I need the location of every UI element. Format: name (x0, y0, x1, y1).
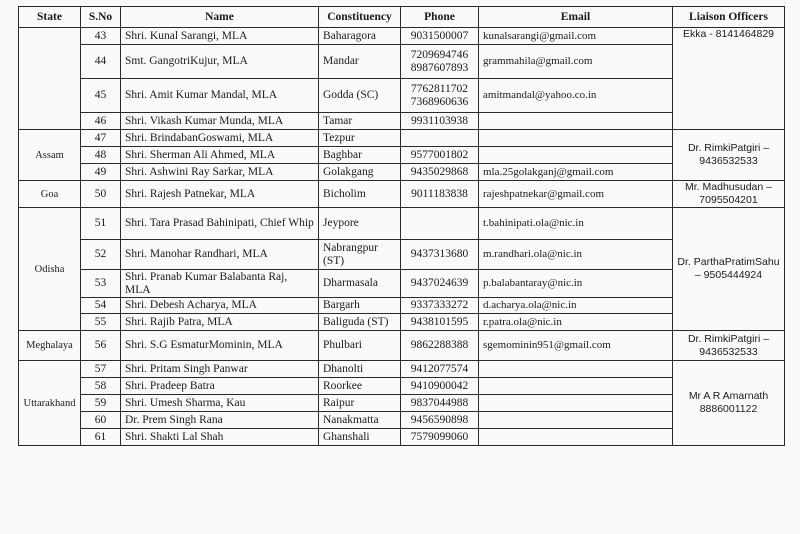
phone-number: 7209694746 (410, 48, 469, 61)
phone-cell (401, 412, 479, 429)
sno-cell: 56 (81, 331, 121, 361)
phone-cell (401, 147, 479, 164)
email-cell: kunalsarangi@gmail.com (479, 28, 673, 45)
name-cell: Shri. Umesh Sharma, Kau (121, 395, 319, 412)
email-cell (479, 361, 673, 378)
phone-number: 9837044988 (410, 396, 469, 409)
email-cell (479, 395, 673, 412)
table-row (19, 147, 785, 164)
table-row (19, 395, 785, 412)
table-row (19, 164, 785, 181)
table-row (19, 181, 785, 208)
phone-number: 9412077574 (410, 362, 469, 375)
name-cell: Shri. Rajib Patra, MLA (121, 314, 319, 331)
table-row (19, 28, 785, 45)
email-cell (479, 378, 673, 395)
phone-number: 7579099060 (410, 430, 469, 443)
phone-cell (401, 113, 479, 130)
phone-number: 9410900042 (410, 379, 469, 392)
name-cell: Shri. Amit Kumar Mandal, MLA (121, 79, 319, 113)
table-row (19, 130, 785, 147)
phone-cell (401, 208, 479, 240)
phone-cell (401, 130, 479, 147)
table-row (19, 240, 785, 270)
state-cell: Uttarakhand (19, 361, 81, 446)
phone-cell (401, 429, 479, 446)
header-liaison: Liaison Officers (673, 7, 785, 28)
email-cell: r.patra.ola@nic.in (479, 314, 673, 331)
table-row (19, 314, 785, 331)
liaison-cell: Mr A R Amarnath 8886001122 (673, 361, 785, 446)
state-cell: Goa (19, 181, 81, 208)
constituency-cell: Baghbar (319, 147, 401, 164)
name-cell: Shri. BrindabanGoswami, MLA (121, 130, 319, 147)
email-cell (479, 130, 673, 147)
phone-cell (401, 79, 479, 113)
sno-cell: 46 (81, 113, 121, 130)
table-row (19, 412, 785, 429)
table-row (19, 270, 785, 298)
phone-cell (401, 270, 479, 298)
phone-cell (401, 181, 479, 208)
constituency-cell: Raipur (319, 395, 401, 412)
state-cell: Meghalaya (19, 331, 81, 361)
constituency-cell: Phulbari (319, 331, 401, 361)
table-row (19, 113, 785, 130)
sno-cell: 51 (81, 208, 121, 240)
phone-cell (401, 395, 479, 412)
phone-number: 9931103938 (410, 114, 469, 127)
header-phone: Phone (401, 7, 479, 28)
constituency-cell: Ghanshali (319, 429, 401, 446)
email-cell: d.acharya.ola@nic.in (479, 298, 673, 314)
sno-cell: 44 (81, 45, 121, 79)
constituency-cell: Dhanolti (319, 361, 401, 378)
header-row (19, 7, 785, 28)
email-cell: t.bahinipati.ola@nic.in (479, 208, 673, 240)
email-cell (479, 412, 673, 429)
sno-cell: 55 (81, 314, 121, 331)
phone-cell (401, 378, 479, 395)
name-cell: Shri. Vikash Kumar Munda, MLA (121, 113, 319, 130)
table-row (19, 208, 785, 240)
header-name: Name (121, 7, 319, 28)
constituency-cell: Roorkee (319, 378, 401, 395)
sno-cell: 45 (81, 79, 121, 113)
header-sno: S.No (81, 7, 121, 28)
name-cell: Shri. Shakti Lal Shah (121, 429, 319, 446)
constituency-cell: Godda (SC) (319, 79, 401, 113)
name-cell: Shri. Tara Prasad Bahinipati, Chief Whip (121, 208, 319, 240)
sno-cell: 49 (81, 164, 121, 181)
state-cell: Assam (19, 130, 81, 181)
sno-cell: 53 (81, 270, 121, 298)
email-cell: mla.25golakganj@gmail.com (479, 164, 673, 181)
sno-cell: 48 (81, 147, 121, 164)
constituency-cell: Bicholim (319, 181, 401, 208)
phone-number: 9031500007 (410, 29, 469, 42)
liaison-cell: Dr. ParthaPratimSahu – 9505444924 (673, 208, 785, 331)
email-cell: rajeshpatnekar@gmail.com (479, 181, 673, 208)
table-row (19, 79, 785, 113)
email-cell: grammahila@gmail.com (479, 45, 673, 79)
name-cell: Shri. S.G EsmaturMominin, MLA (121, 331, 319, 361)
constituency-cell: Dharmasala (319, 270, 401, 298)
sno-cell: 43 (81, 28, 121, 45)
name-cell: Shri. Debesh Acharya, MLA (121, 298, 319, 314)
constituency-cell: Mandar (319, 45, 401, 79)
phone-number: 9011183838 (411, 187, 468, 200)
sno-cell: 54 (81, 298, 121, 314)
constituency-cell: Nabrangpur (ST) (319, 240, 401, 270)
sno-cell: 58 (81, 378, 121, 395)
table-body (19, 28, 785, 446)
liaison-cell: Dr. RimkiPatgiri – 9436532533 (673, 331, 785, 361)
phone-cell (401, 314, 479, 331)
email-cell (479, 429, 673, 446)
email-cell (479, 147, 673, 164)
table-row (19, 298, 785, 314)
phone-cell (401, 45, 479, 79)
liaison-cell: Mr. Madhusudan – 7095504201 (673, 181, 785, 208)
phone-cell (401, 331, 479, 361)
phone-number: 8987607893 (410, 61, 469, 74)
phone-number: 9437313680 (410, 248, 469, 260)
name-cell: Shri. Pritam Singh Panwar (121, 361, 319, 378)
constituency-cell: Tezpur (319, 130, 401, 147)
table-row (19, 361, 785, 378)
header-email: Email (479, 7, 673, 28)
constituency-cell: Bargarh (319, 298, 401, 314)
name-cell: Shri. Manohar Randhari, MLA (121, 240, 319, 270)
phone-number: 9437024639 (410, 277, 469, 289)
liaison-cell: Ekka - 8141464829 (673, 28, 785, 130)
email-cell: amitmandal@yahoo.co.in (479, 79, 673, 113)
phone-number: 9456590898 (410, 413, 469, 426)
constituency-cell: Tamar (319, 113, 401, 130)
phone-cell (401, 164, 479, 181)
phone-number: 9577001802 (410, 148, 469, 161)
phone-cell (401, 361, 479, 378)
email-cell: m.randhari.ola@nic.in (479, 240, 673, 270)
table-row (19, 331, 785, 361)
state-cell: Odisha (19, 208, 81, 331)
name-cell: Shri. Sherman Ali Ahmed, MLA (121, 147, 319, 164)
sno-cell: 52 (81, 240, 121, 270)
sno-cell: 50 (81, 181, 121, 208)
header-constituency: Constituency (319, 7, 401, 28)
sno-cell: 47 (81, 130, 121, 147)
state-cell (19, 28, 81, 130)
sno-cell: 60 (81, 412, 121, 429)
name-cell: Shri. Pradeep Batra (121, 378, 319, 395)
name-cell: Shri. Rajesh Patnekar, MLA (121, 181, 319, 208)
constituency-cell: Jeypore (319, 208, 401, 240)
name-cell: Smt. GangotriKujur, MLA (121, 45, 319, 79)
phone-cell (401, 28, 479, 45)
constituency-cell: Baliguda (ST) (319, 314, 401, 331)
phone-number: 9435029868 (410, 165, 469, 178)
table-row (19, 378, 785, 395)
sno-cell: 57 (81, 361, 121, 378)
email-cell: sgemominin951@gmail.com (479, 331, 673, 361)
phone-cell (401, 240, 479, 270)
phone-cell (401, 298, 479, 314)
name-cell: Shri. Pranab Kumar Balabanta Raj, MLA (121, 270, 319, 298)
sno-cell: 59 (81, 395, 121, 412)
phone-number: 7368960636 (410, 95, 469, 108)
phone-number: 7762811702 (410, 82, 469, 95)
sno-cell: 61 (81, 429, 121, 446)
phone-number: 9337333272 (410, 299, 469, 311)
name-cell: Shri. Kunal Sarangi, MLA (121, 28, 319, 45)
table-row (19, 429, 785, 446)
email-cell: p.balabantaray@nic.in (479, 270, 673, 298)
liaison-cell: Dr. RimkiPatgiri – 9436532533 (673, 130, 785, 181)
phone-number: 9862288388 (410, 339, 469, 351)
email-cell (479, 113, 673, 130)
name-cell: Dr. Prem Singh Rana (121, 412, 319, 429)
constituency-cell: Baharagora (319, 28, 401, 45)
phone-number: 9438101595 (410, 315, 469, 328)
constituency-cell: Nanakmatta (319, 412, 401, 429)
table-row (19, 45, 785, 79)
header-state: State (19, 7, 81, 28)
name-cell: Shri. Ashwini Ray Sarkar, MLA (121, 164, 319, 181)
constituency-cell: Golakgang (319, 164, 401, 181)
mla-contact-table (18, 6, 785, 446)
